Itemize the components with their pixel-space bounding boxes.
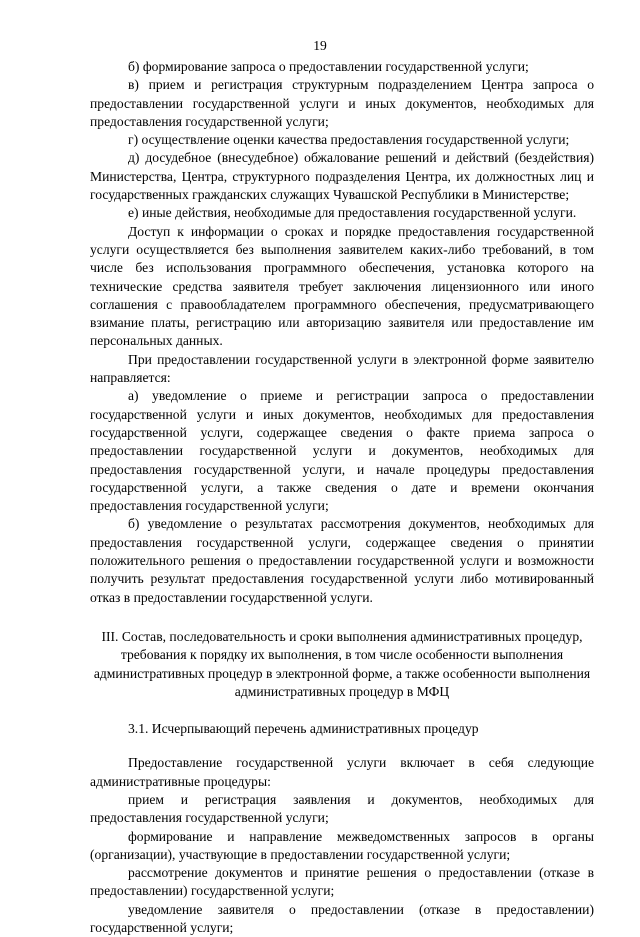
paragraph-electronic-form: При предоставлении государственной услуги в электронной форме заявителю направляется: xyxy=(90,351,594,386)
paragraph-access-info: Доступ к информации о сроках и порядке предоставления государственной услуги осуществляется без выполнения заявителем каких-либо требований, в том числе без использования программного обеспечения, установка которого на технические средства заявителя требует заключения лицензионного или иного соглашения с правообладателем программного обеспечения, предусматривающего взимание платы, регистрацию или авторизацию заявителя или предоставление им персональных данных. xyxy=(90,223,594,349)
page-content xyxy=(90,58,594,937)
paragraph-procedures-intro: Предоставление государственной услуги включает в себя следующие административные процедуры: xyxy=(90,755,594,789)
paragraph-item-g: г) осуществление оценки качества предоставления государственной услуги; xyxy=(128,132,570,148)
page-number: 19 xyxy=(313,38,327,53)
spacer xyxy=(90,701,594,720)
procedure-item: формирование и направление межведомственных запросов в органы (организации), участвующие в предоставлении государственной услуги; xyxy=(90,828,594,862)
paragraph-notice-b: б) уведомление о результатах рассмотрения документов, необходимых для предоставления государственной услуги, содержащее сведения о принятии положительного решения о предоставлении государственной услуги и возможности получить результат предоставления государственной услуги либо мотивированный отказ в предоставлении государственной услуги. xyxy=(90,516,594,605)
paragraph-item-d: д) досудебное (внесудебное) обжалование решений и действий (бездействия) Министерства, Центра, структурного подразделения Центра, их должностных лиц и государственных гражданских служащих Чувашской Республики в Министерстве; xyxy=(90,150,594,203)
paragraph-item-b: б) формирование запроса о предоставлении государственной услуги; xyxy=(128,59,529,74)
procedure-item: уведомление заявителя о предоставлении (отказе в предоставлении) государственной услуги; xyxy=(90,901,594,936)
procedure-item: рассмотрение документов и принятие решения о предоставлении (отказе в предоставлении) государственной услуги; xyxy=(90,865,594,899)
section-heading: III. Состав, последовательность и сроки выполнения административных процедур, требования к порядку их выполнения, в том числе особенности выполнения административных процедур в электронной форме, а также особенности выполнения административных процедур в МФЦ xyxy=(93,628,591,699)
paragraph-notice-a: а) уведомление о приеме и регистрации запроса о предоставлении государственной услуги и иных документов, необходимых для предоставления государственной услуги, содержащее сведения о факте приема запроса о предоставлении государственной услуги и документов, необходимых для предоставления государственной услуги, и начале процедуры предоставления государственной услуги, а также сведения о дате и времени окончания предоставления государственной услуги; xyxy=(90,388,594,514)
procedure-item: прием и регистрация заявления и документов, необходимых для предоставления государственной услуги; xyxy=(90,791,594,826)
spacer xyxy=(90,738,594,754)
paragraph-item-v: в) прием и регистрация структурным подразделением Центра запроса о предоставлении государственной услуги и иных документов, необходимых для предоставления государственной услуги; xyxy=(90,77,594,129)
paragraph-item-e: е) иные действия, необходимые для предоставления государственной услуги. xyxy=(128,205,577,221)
spacer xyxy=(90,607,594,628)
subsection-heading: 3.1. Исчерпывающий перечень административных процедур xyxy=(128,721,479,737)
